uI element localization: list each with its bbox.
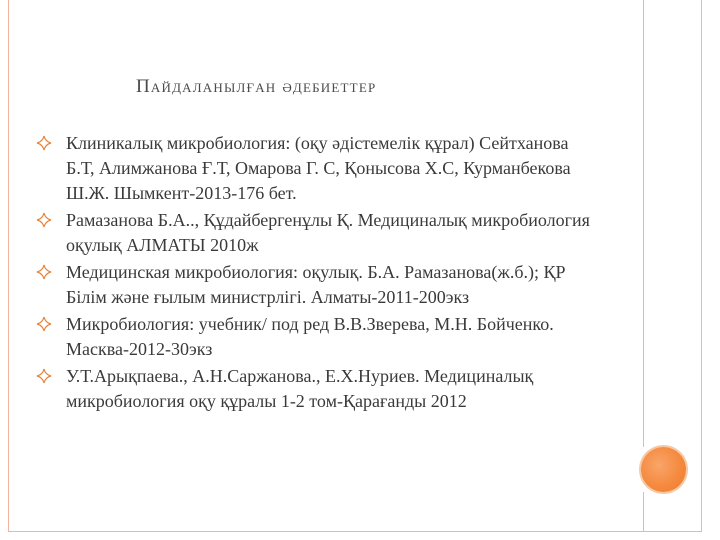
diamond-outline-icon xyxy=(36,264,52,280)
diamond-outline-icon xyxy=(36,316,52,332)
decorative-vertical-line xyxy=(643,0,644,447)
slide-title: Пайдаланылған әдебиеттер xyxy=(136,76,377,97)
list-item xyxy=(36,131,596,206)
references-list xyxy=(36,131,596,416)
list-item-text: Медицинская микробиология: оқулық. Б.А. Рамазанова(ж.б.); ҚР Білім және ғылым министрлігі. Алматы-2011-200экз xyxy=(66,262,566,307)
list-item xyxy=(36,260,596,310)
list-item-text: Микробиология: учебник/ под ред В.В.Зверева, М.Н. Бойченко. Масква-2012-30экз xyxy=(66,314,554,359)
diamond-outline-icon xyxy=(36,368,52,384)
list-item-text: У.Т.Арықпаева., А.Н.Саржанова., Е.Х.Нуриев. Медициналық микробиология оқу құралы 1-2 том-Қарағанды 2012 xyxy=(66,366,534,411)
diamond-outline-icon xyxy=(36,135,52,151)
diamond-outline-icon xyxy=(36,212,52,228)
decorative-orange-circle xyxy=(641,447,686,492)
list-item-text: Клиникалық микробиология: (оқу әдістемелік құрал) Сейтханова Б.Т, Алимжанова Ғ.Т, Омарова Г. С, Қонысова Х.С, Курманбекова Ш.Ж. Шымкент-2013-176 бет. xyxy=(66,133,571,203)
list-item xyxy=(36,364,596,414)
list-item xyxy=(36,208,596,258)
decorative-vertical-line-bottom xyxy=(643,492,644,532)
list-item-text: Рамазанова Б.А.., Құдайбергенұлы Қ. Медициналық микробиология оқулық АЛМАТЫ 2010ж xyxy=(66,210,590,255)
list-item xyxy=(36,312,596,362)
